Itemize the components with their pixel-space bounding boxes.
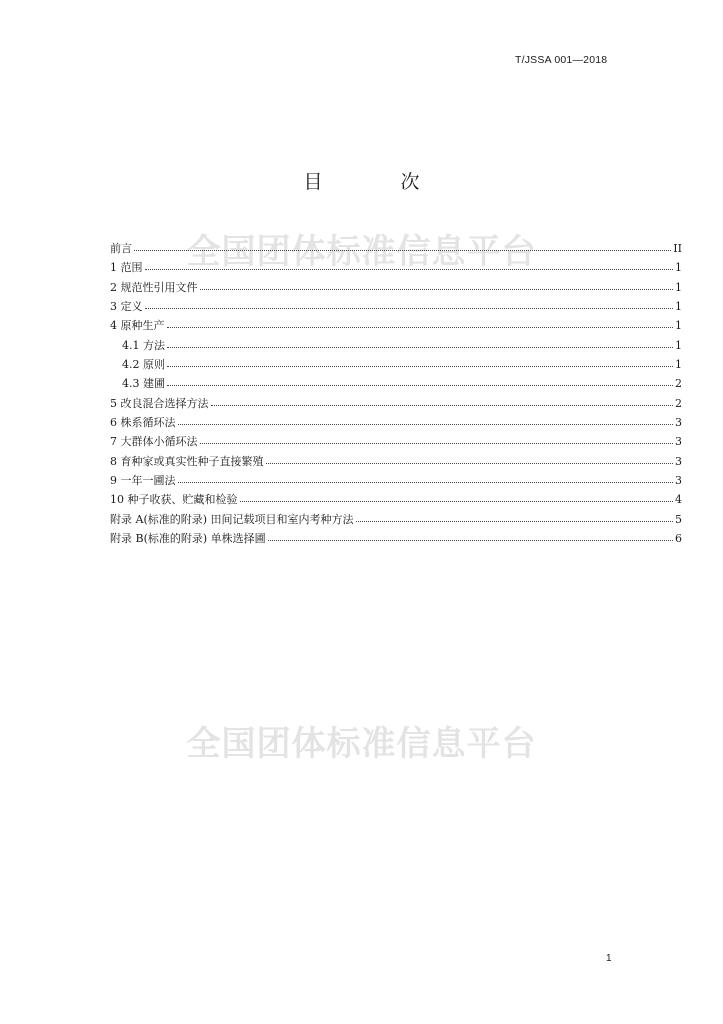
toc-entry-label: 2 规范性引用文件 <box>110 280 198 294</box>
toc-entry-page: 3 <box>675 474 682 488</box>
toc-entry[interactable] <box>110 472 682 491</box>
toc-entry-label: 5 改良混合选择方法 <box>110 396 209 410</box>
table-of-contents <box>110 240 682 550</box>
toc-entry-page: 2 <box>675 396 682 410</box>
dot-leader <box>167 365 673 367</box>
toc-entry[interactable] <box>110 433 682 452</box>
page-title: 目 次 <box>303 171 456 193</box>
toc-entry-page: 4 <box>675 493 682 507</box>
toc-entry-page: 3 <box>675 435 682 449</box>
toc-entry[interactable] <box>110 511 682 530</box>
dot-leader <box>167 326 674 328</box>
dot-leader <box>178 481 674 483</box>
dot-leader <box>167 346 673 348</box>
toc-entry[interactable] <box>110 491 682 510</box>
toc-entry-label: 附录 A(标准的附录) 田间记载项目和室内考种方法 <box>110 512 354 526</box>
toc-entry[interactable] <box>110 414 682 433</box>
dot-leader <box>356 520 673 522</box>
toc-entry-page: 1 <box>675 261 682 275</box>
toc-entry[interactable] <box>110 240 682 259</box>
toc-entry-label: 7 大群体小循环法 <box>110 435 198 449</box>
toc-entry-page: 5 <box>675 512 682 526</box>
toc-entry-page: 6 <box>675 532 682 546</box>
toc-entry-label: 4.1 方法 <box>122 338 165 352</box>
page-number: 1 <box>606 953 612 964</box>
dot-leader <box>134 249 671 251</box>
toc-entry-label: 4.3 建圃 <box>122 377 165 391</box>
standard-number: T/JSSA 001—2018 <box>515 54 608 66</box>
toc-entry-label: 6 株系循环法 <box>110 416 176 430</box>
toc-entry-label: 1 范围 <box>110 261 143 275</box>
toc-entry[interactable] <box>110 279 682 298</box>
toc-entry-label: 4 原种生产 <box>110 319 165 333</box>
dot-leader <box>240 500 674 502</box>
toc-entry[interactable] <box>110 317 682 336</box>
toc-entry-page: II <box>673 242 682 255</box>
toc-entry-label: 附录 B(标准的附录) 单株选择圃 <box>110 532 266 546</box>
toc-entry-page: 1 <box>675 280 682 294</box>
toc-entry-page: 1 <box>675 358 682 372</box>
dot-leader <box>145 268 674 270</box>
toc-entry-page: 1 <box>675 319 682 333</box>
toc-entry[interactable] <box>110 337 682 356</box>
toc-entry-page: 2 <box>675 377 682 391</box>
toc-entry[interactable] <box>110 259 682 278</box>
toc-entry-label: 9 一年一圃法 <box>110 474 176 488</box>
toc-entry[interactable] <box>110 453 682 472</box>
dot-leader <box>200 288 674 290</box>
toc-entry-page: 3 <box>675 416 682 430</box>
toc-entry-page: 1 <box>675 300 682 314</box>
dot-leader <box>178 423 674 425</box>
toc-entry-label: 8 育种家或真实性种子直接繁殖 <box>110 454 264 468</box>
toc-entry[interactable] <box>110 375 682 394</box>
toc-entry[interactable] <box>110 395 682 414</box>
toc-entry-label: 10 种子收获、贮藏和检验 <box>110 493 238 507</box>
toc-entry-page: 1 <box>675 338 682 352</box>
toc-entry-label: 前言 <box>110 242 132 255</box>
toc-entry-label: 4.2 原则 <box>122 358 165 372</box>
toc-entry-label: 3 定义 <box>110 300 143 314</box>
watermark-top: 全国团体标准信息平台 <box>186 232 537 272</box>
dot-leader <box>145 307 674 309</box>
dot-leader <box>200 442 674 444</box>
dot-leader <box>268 539 673 541</box>
toc-entry[interactable] <box>110 298 682 317</box>
toc-entry[interactable] <box>110 530 682 549</box>
dot-leader <box>167 384 673 386</box>
dot-leader <box>266 462 674 464</box>
toc-entry-page: 3 <box>675 454 682 468</box>
toc-entry[interactable] <box>110 356 682 375</box>
watermark-middle: 全国团体标准信息平台 <box>186 724 537 764</box>
dot-leader <box>211 404 674 406</box>
